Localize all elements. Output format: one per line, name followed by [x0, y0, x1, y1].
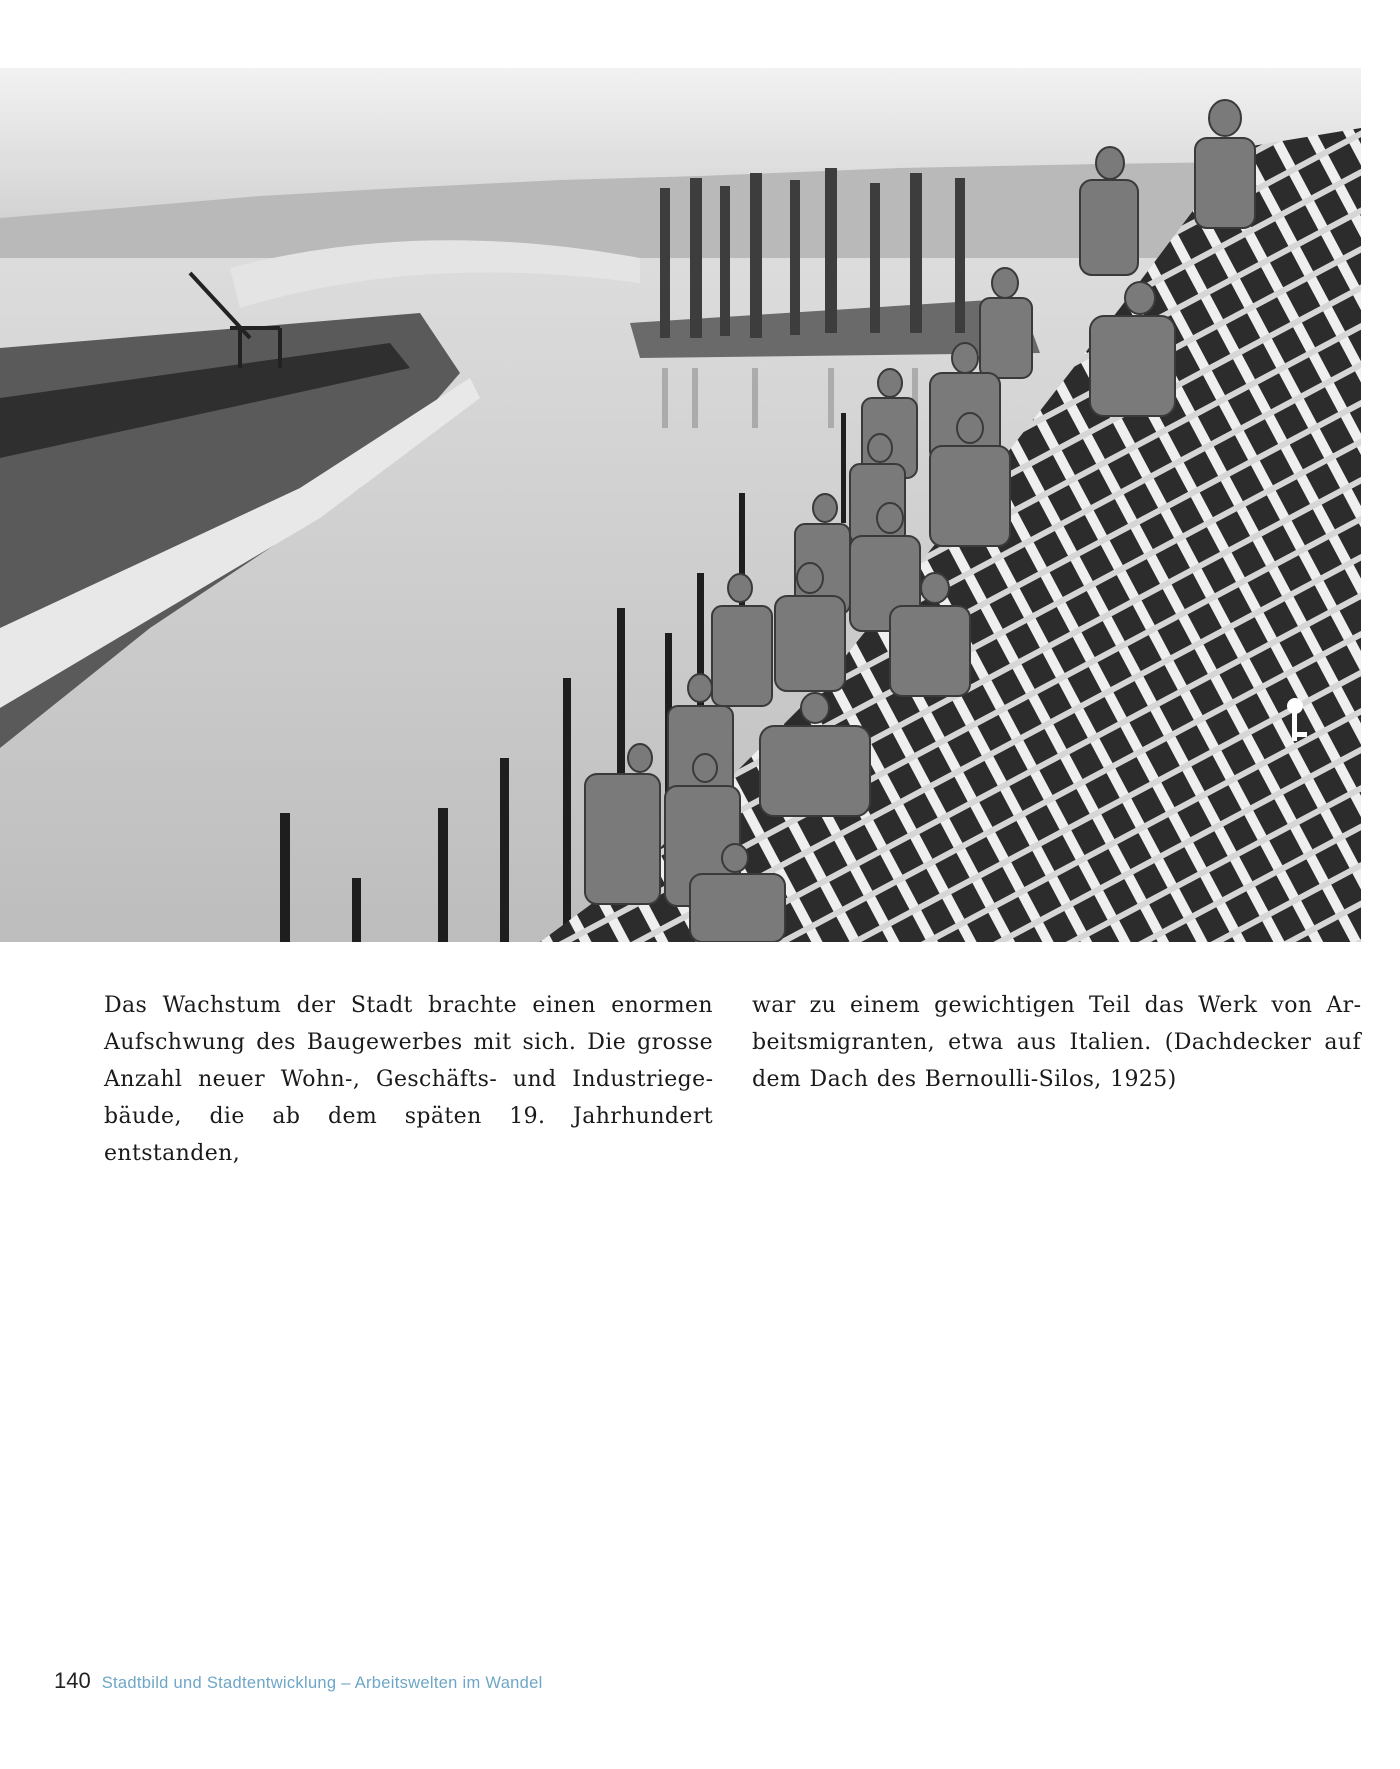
historical-photo — [0, 68, 1361, 942]
caption-right-column: war zu einem gewichtigen Teil das Werk von Arbeitsmigranten, etwa aus Italien. (Dachdecker auf dem Dach des Bernoulli-Silos, 1925) — [752, 993, 1361, 1092]
running-title: Stadtbild und Stadtentwicklung – Arbeitswelten im Wandel — [101, 1674, 543, 1692]
photo-graphic — [0, 68, 1361, 942]
page-number: 140 — [54, 1668, 91, 1693]
page-footer — [54, 1668, 543, 1694]
caption-left-column: Das Wachstum der Stadt brachte einen enormen Aufschwung des Baugewerbes mit sich. Die grosse Anzahl neuer Wohn-, Geschäfts- und Industriegebäude, die ab dem späten 19. Jahrhundert entstanden, — [104, 993, 713, 1166]
